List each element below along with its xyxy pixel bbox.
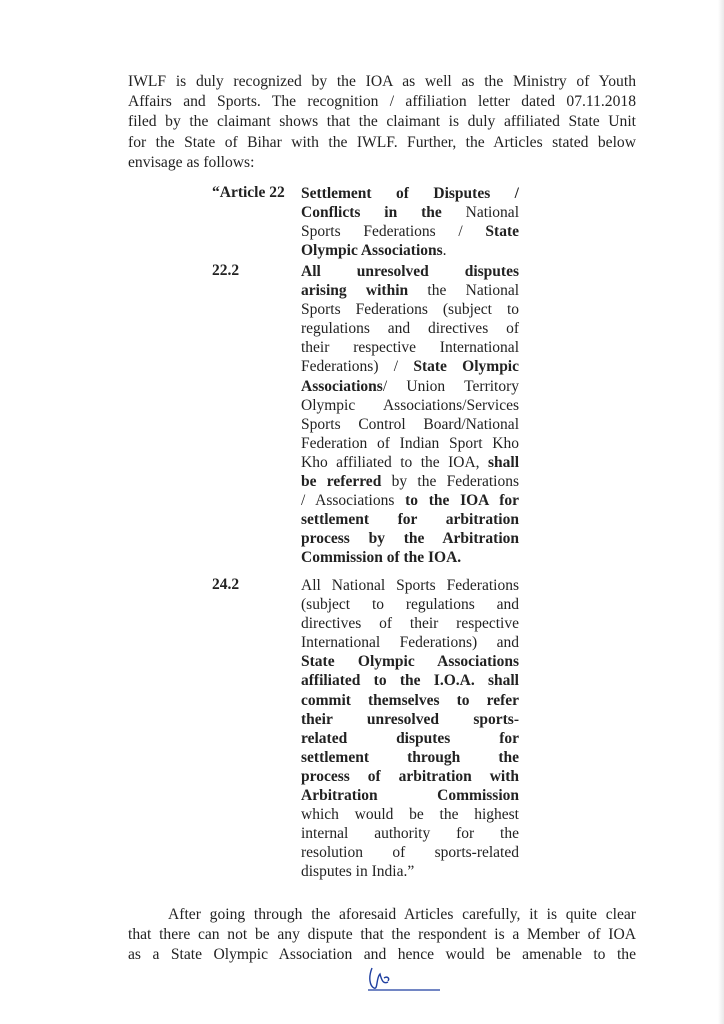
text: National bbox=[441, 204, 519, 222]
article-line bbox=[301, 491, 519, 510]
page-edge-shadow bbox=[718, 0, 724, 1024]
article-22-text bbox=[301, 184, 519, 260]
bold-text: Commission of the IOA. bbox=[301, 549, 462, 567]
bold-text: Olympic Associations bbox=[301, 242, 443, 260]
article-line bbox=[301, 472, 519, 491]
article-line bbox=[301, 338, 519, 357]
article-line bbox=[301, 824, 519, 843]
text: the National bbox=[408, 282, 520, 300]
article-22-label: “Article 22 bbox=[212, 184, 285, 201]
text: directives of their respective bbox=[301, 615, 519, 633]
intro-line: IWLF is duly recognized by the IOA as well as the Ministry of Youth bbox=[128, 73, 636, 90]
text: / Union Territory bbox=[382, 377, 519, 395]
text: Federation of Indian Sport Kho bbox=[301, 434, 519, 452]
bold-text: settlement through the bbox=[301, 748, 519, 766]
article-line bbox=[301, 415, 519, 434]
text: All National Sports Federations bbox=[301, 577, 519, 594]
article-line bbox=[301, 595, 519, 614]
article-line bbox=[301, 729, 519, 748]
bold-text: Settlement of Disputes / bbox=[301, 185, 519, 202]
bold-text: settlement for arbitration bbox=[301, 511, 519, 529]
closing-line: as a State Olympic Association and hence would be amenable to the bbox=[128, 946, 636, 964]
bold-text: State bbox=[485, 223, 519, 241]
bold-text: Conflicts in the bbox=[301, 204, 442, 222]
text: Sports Control Board/National bbox=[301, 415, 519, 433]
intro-line: for the State of Bihar with the IWLF. Further, the Articles stated below bbox=[128, 133, 636, 151]
article-24-2-text bbox=[301, 576, 519, 882]
text: by the Federations bbox=[381, 473, 519, 491]
article-24-2-label: 24.2 bbox=[212, 576, 240, 593]
bold-text: Associations bbox=[301, 377, 383, 395]
bold-text: All unresolved disputes bbox=[301, 263, 519, 280]
article-line bbox=[301, 805, 519, 824]
text: Olympic Associations/Services bbox=[301, 396, 519, 414]
bold-text: commit themselves to refer bbox=[301, 691, 519, 709]
intro-line: Affairs and Sports. The recognition / affiliation letter dated 07.11.2018 bbox=[128, 93, 636, 111]
text: Federations) / bbox=[301, 358, 414, 376]
text: internal authority for the bbox=[301, 825, 519, 843]
bold-text: related disputes for bbox=[301, 729, 519, 747]
article-line bbox=[301, 241, 519, 260]
bold-text: to the IOA for bbox=[405, 492, 520, 510]
text: regulations and directives of bbox=[301, 320, 519, 338]
article-line bbox=[301, 510, 519, 529]
intro-line: filed by the claimant shows that the claimant is duly affiliated State Unit bbox=[128, 113, 636, 131]
article-line bbox=[301, 576, 519, 595]
article-line bbox=[301, 862, 519, 881]
text: (subject to regulations and bbox=[301, 596, 519, 614]
article-line bbox=[301, 633, 519, 652]
article-line bbox=[301, 262, 519, 281]
article-line bbox=[301, 357, 519, 376]
article-line bbox=[301, 614, 519, 633]
article-line bbox=[301, 691, 519, 710]
article-line bbox=[301, 786, 519, 805]
text: . bbox=[442, 242, 447, 260]
article-line bbox=[301, 529, 519, 548]
article-line bbox=[301, 652, 519, 671]
text: International Federations) and bbox=[301, 634, 519, 652]
article-line bbox=[301, 548, 519, 567]
bold-text: affiliated to the I.O.A. shall bbox=[301, 672, 519, 690]
article-line bbox=[301, 671, 519, 690]
bold-text: their unresolved sports- bbox=[301, 710, 519, 728]
text: Sports Federations / bbox=[301, 223, 486, 241]
text: disputes in India.” bbox=[301, 863, 415, 881]
article-line bbox=[301, 710, 519, 729]
bold-text: State Olympic Associations bbox=[301, 653, 519, 671]
bold-text: be referred bbox=[301, 473, 382, 491]
article-22-2-text bbox=[301, 262, 519, 568]
intro-line: envisage as follows: bbox=[128, 153, 255, 171]
bold-text: shall bbox=[487, 453, 519, 471]
bold-text: process by the Arbitration bbox=[301, 530, 519, 548]
bold-text: process of arbitration with bbox=[301, 767, 519, 785]
article-line bbox=[301, 319, 519, 338]
article-line bbox=[301, 184, 519, 203]
text: / Associations bbox=[301, 492, 406, 510]
text: resolution of sports-related bbox=[301, 844, 519, 862]
text: Sports Federations (subject to bbox=[301, 301, 519, 319]
article-line bbox=[301, 377, 519, 396]
article-line bbox=[301, 300, 519, 319]
article-line bbox=[301, 434, 519, 453]
article-line bbox=[301, 396, 519, 415]
closing-line: that there can not be any dispute that the respondent is a Member of IOA bbox=[128, 926, 636, 944]
article-line bbox=[301, 453, 519, 472]
article-line bbox=[301, 281, 519, 300]
text: their respective International bbox=[301, 339, 519, 357]
text: which would be the highest bbox=[301, 806, 519, 824]
closing-paragraph bbox=[128, 905, 636, 966]
signature-mark bbox=[364, 960, 444, 994]
bold-text: arising within bbox=[301, 282, 409, 300]
article-22-2-label: 22.2 bbox=[212, 262, 240, 279]
article-line bbox=[301, 203, 519, 222]
closing-line: After going through the aforesaid Articles carefully, it is quite clear bbox=[168, 906, 636, 923]
article-line bbox=[301, 222, 519, 241]
bold-text: Arbitration Commission bbox=[301, 787, 519, 805]
article-line bbox=[301, 748, 519, 767]
text: Kho affiliated to the IOA, bbox=[301, 453, 488, 471]
article-line bbox=[301, 843, 519, 862]
intro-paragraph bbox=[128, 72, 636, 173]
article-line bbox=[301, 767, 519, 786]
bold-text: State Olympic bbox=[413, 358, 519, 376]
